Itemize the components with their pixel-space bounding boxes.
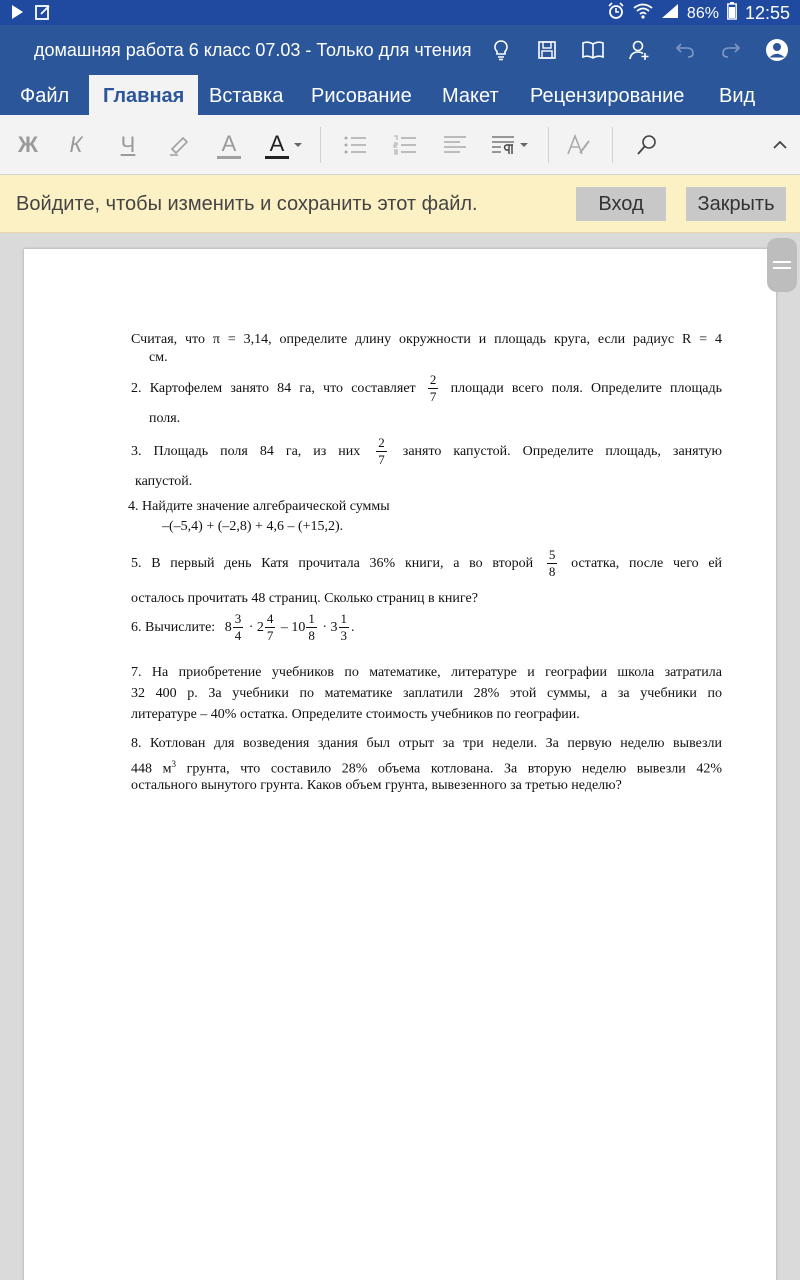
tab-layout[interactable]: Макет xyxy=(442,85,499,107)
save-icon[interactable] xyxy=(524,33,570,67)
document-title: домашняя работа 6 класс 07.03 - Только для чтения xyxy=(34,40,472,60)
task-4-line-1: 4. Найдите значение алгебраической суммы xyxy=(128,499,390,514)
ribbon-divider xyxy=(548,127,549,163)
styles-button[interactable] xyxy=(562,127,596,163)
bold-button[interactable]: Ж xyxy=(18,132,38,157)
tab-insert[interactable]: Вставка xyxy=(209,85,284,107)
font-color-dropdown-label: A xyxy=(269,130,285,156)
share-icon[interactable] xyxy=(616,33,662,67)
styles-icon xyxy=(566,133,592,157)
tab-draw[interactable]: Рисование xyxy=(311,85,412,107)
login-button[interactable]: Вход xyxy=(576,187,666,221)
notice-message: Войдите, чтобы изменить и сохранить этот файл. xyxy=(16,193,478,215)
fraction: $\frac{2}{7}$ xyxy=(378,435,385,468)
font-color-swatch xyxy=(217,156,241,159)
lightbulb-icon[interactable] xyxy=(478,33,524,67)
redo-icon xyxy=(708,33,754,67)
bullet-list-icon xyxy=(343,135,367,155)
numbered-list-icon xyxy=(393,135,417,155)
collapse-ribbon-button[interactable] xyxy=(764,127,796,163)
numbering-button[interactable] xyxy=(388,127,422,163)
undo-icon xyxy=(662,33,708,67)
fraction: $\frac{1}{8}$ xyxy=(308,611,315,644)
ribbon-divider xyxy=(612,127,613,163)
search-button[interactable] xyxy=(630,127,664,163)
sign-in-notice xyxy=(0,175,800,233)
fraction: $\frac{4}{7}$ xyxy=(266,611,274,644)
task-4-line-2: –(–5,4) + (–2,8) + 4,6 – (+15,2). xyxy=(162,519,344,534)
task-8-line-1: 8. Котлован для возведения здания был отрыт за три недели. За первую неделю вывезли xyxy=(131,736,722,751)
task-7-line-1: 7. На приобретение учебников по математике, литературе и географии школа затратила xyxy=(131,665,722,680)
scroll-handle[interactable] xyxy=(767,238,797,292)
document-page[interactable] xyxy=(24,249,776,1280)
paragraph-icon xyxy=(491,135,515,155)
underline-button[interactable]: Ч xyxy=(120,132,136,157)
task-6-label: 6. Вычислите: xyxy=(131,620,216,635)
font-color-dropdown[interactable] xyxy=(262,127,306,163)
task-2-line-1 xyxy=(131,371,722,407)
read-mode-icon[interactable] xyxy=(570,33,616,67)
search-icon xyxy=(636,134,658,156)
task-5-line-1 xyxy=(131,546,722,582)
task-3-text: 3. Площадь поля 84 га, из них xyxy=(131,444,361,459)
ribbon-toolbar xyxy=(0,115,800,175)
task-1-line-1: Считая, что π = 3,14, определите длину окружности и площадь круга, если радиус R = 4 xyxy=(131,332,722,347)
task-6-line: 6. Вычислите: 8 $\frac{3}{4}$ · 2 $\frac{4}{7}$ – 10 $\frac{1}{8}$ · 3 $\frac{1}{3}$ . xyxy=(131,611,355,644)
task-2-text: площади всего поля. Определите площадь xyxy=(450,381,723,396)
title-bar xyxy=(0,25,800,75)
tab-view[interactable]: Вид xyxy=(719,85,756,107)
task-2-text: 2. Картофелем занято 84 га, что составляет xyxy=(131,381,416,396)
edit-icon xyxy=(34,3,52,26)
italic-button[interactable]: К xyxy=(69,132,83,157)
tab-review[interactable]: Рецензирование xyxy=(530,85,685,107)
wifi-icon xyxy=(633,3,653,24)
bullets-button[interactable] xyxy=(338,127,372,163)
highlighter-icon xyxy=(166,132,192,158)
align-button[interactable] xyxy=(438,127,472,163)
task-3-text: занято капустой. Определите площадь, занятую xyxy=(402,444,722,459)
paragraph-marks-button[interactable] xyxy=(488,127,532,163)
status-bar xyxy=(0,0,800,25)
task-5-line-2: осталось прочитать 48 страниц. Сколько страниц в книге? xyxy=(131,591,478,606)
task-5-text: 5. В первый день Катя прочитала 36% книги, а во второй xyxy=(131,556,534,571)
battery-icon xyxy=(727,2,737,25)
tab-file[interactable]: Файл xyxy=(20,85,70,107)
highlight-button[interactable] xyxy=(162,127,196,163)
task-5-text: остатка, после чего ей xyxy=(571,556,723,571)
font-color-dropdown-swatch xyxy=(265,156,289,159)
task-1-line-2: см. xyxy=(149,350,168,365)
font-color-label: A xyxy=(221,130,237,156)
close-notice-button[interactable]: Закрыть xyxy=(686,187,786,221)
align-left-icon xyxy=(443,135,467,155)
ribbon-tabs xyxy=(0,75,800,115)
task-3-line-1 xyxy=(131,434,722,470)
task-8-line-2: 448 $м^3$ грунта, что составило 28% объема котлована. За вторую неделю вывезли 42% xyxy=(131,759,723,777)
account-avatar-icon[interactable] xyxy=(754,33,800,67)
fraction: $\frac{5}{8}$ xyxy=(548,547,556,580)
fraction: $\frac{3}{4}$ xyxy=(234,611,242,644)
task-8-line-3: остального вынутого грунта. Каков объем грунта, вывезенного за третью неделю? xyxy=(131,778,622,793)
play-icon xyxy=(10,4,24,25)
battery-level: 86% xyxy=(686,4,719,22)
task-3-line-2: капустой. xyxy=(135,474,193,489)
chevron-up-icon xyxy=(773,140,787,150)
font-color-button[interactable] xyxy=(212,127,246,163)
tab-home[interactable]: Главная xyxy=(89,75,198,115)
clock: 12:55 xyxy=(744,3,790,23)
alarm-icon xyxy=(607,2,625,25)
signal-icon xyxy=(661,3,679,24)
task-2-line-2: поля. xyxy=(149,411,181,426)
task-7-line-3: литературе – 40% остатка. Определите стоимость учебников по географии. xyxy=(131,707,580,722)
task-7-line-2: 32 400 р. За учебники по математике заплатили 28% этой суммы, а за учебники по xyxy=(131,686,722,701)
chevron-down-icon xyxy=(293,141,303,149)
chevron-down-icon xyxy=(519,141,529,149)
fraction: $\frac{2}{7}$ xyxy=(429,372,437,405)
fraction: $\frac{1}{3}$ xyxy=(340,611,348,644)
ribbon-divider xyxy=(320,127,321,163)
